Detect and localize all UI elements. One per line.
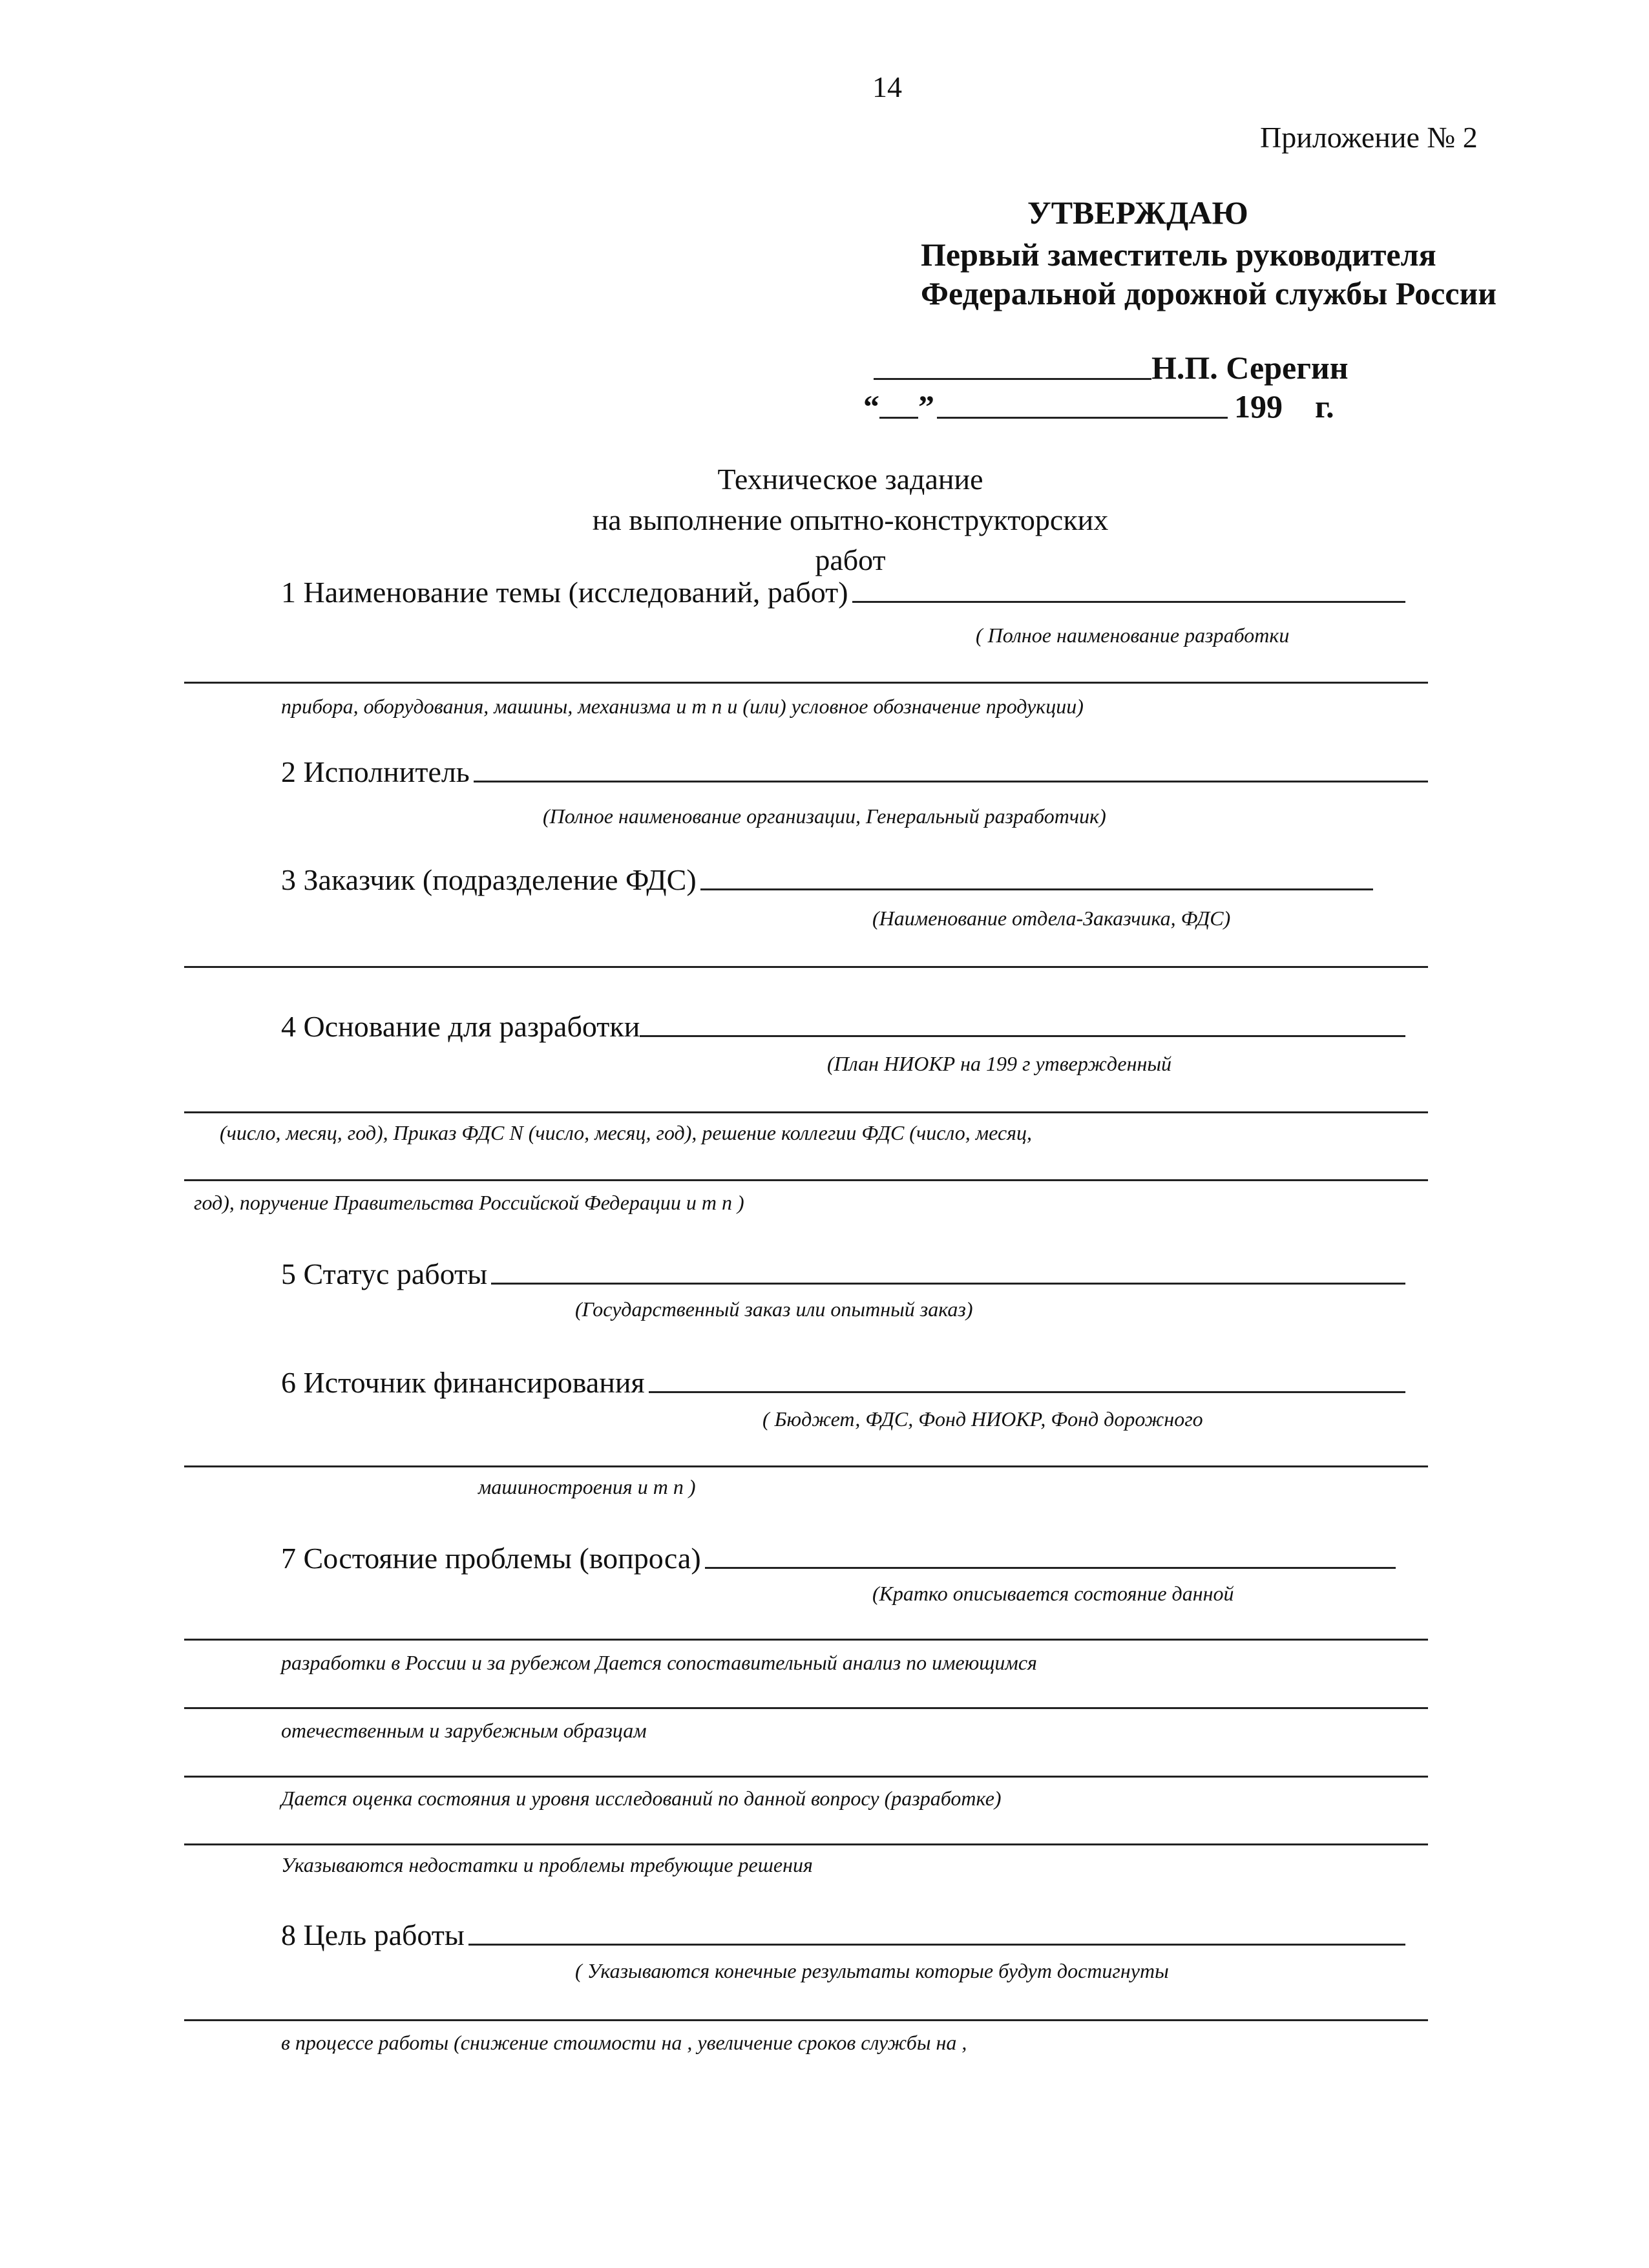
signature-blank xyxy=(874,378,1151,380)
approval-position-line1: Первый заместитель руководителя xyxy=(921,236,1436,273)
section-4-row xyxy=(281,1009,1405,1044)
section-1-input-line[interactable] xyxy=(852,601,1405,603)
section-7-input-line[interactable] xyxy=(705,1567,1396,1569)
date-open-quote: “ xyxy=(863,388,879,425)
section-8-input-line[interactable] xyxy=(468,1944,1405,1946)
section-4-line2[interactable] xyxy=(184,1111,1428,1113)
section-3-row xyxy=(281,863,1373,897)
section-4-label: 4 Основание для разработки xyxy=(281,1010,640,1043)
section-7-line2[interactable] xyxy=(184,1639,1428,1641)
section-2-input-line[interactable] xyxy=(474,781,1428,782)
section-5-label: 5 Статус работы xyxy=(281,1257,488,1290)
signature-line xyxy=(874,349,1378,386)
section-8-line2[interactable] xyxy=(184,2019,1428,2021)
section-5-hint1: (Государственный заказ или опытный заказ) xyxy=(575,1297,973,1321)
section-1-hint2: прибора, оборудования, машины, механизма и т п и (или) условное обозначение продукции) xyxy=(281,695,1084,718)
section-7-hint1: (Кратко описывается состояние данной xyxy=(872,1582,1234,1605)
section-6-label: 6 Источник финансирования xyxy=(281,1366,645,1399)
section-5-input-line[interactable] xyxy=(491,1283,1405,1285)
section-7-hint2: разработки в России и за рубежом Дается сопоставительный анализ по имеющимся xyxy=(281,1651,1037,1674)
section-1-label: 1 Наименование темы (исследований, работ) xyxy=(281,576,848,609)
section-7-line5[interactable] xyxy=(184,1843,1428,1845)
section-3-hint1: (Наименование отдела-Заказчика, ФДС) xyxy=(872,907,1231,930)
year-suffix: г. xyxy=(1315,388,1334,425)
section-2-label: 2 Исполнитель xyxy=(281,755,470,788)
approval-date-line xyxy=(863,388,1380,425)
section-1-row xyxy=(281,575,1405,609)
section-6-line2[interactable] xyxy=(184,1465,1428,1467)
section-4-hint1: (План НИОКР на 199 г утвержденный xyxy=(827,1052,1172,1075)
section-6-hint2: машиностроения и т п ) xyxy=(478,1475,696,1498)
section-2-row xyxy=(281,755,1428,789)
month-blank xyxy=(937,417,1228,419)
section-8-label: 8 Цель работы xyxy=(281,1918,465,1951)
signatory-name: Н.П. Серегин xyxy=(1151,350,1349,386)
section-1-hint1: ( Полное наименование разработки xyxy=(976,624,1290,647)
section-3-line2[interactable] xyxy=(184,966,1428,968)
section-4-hint2: (число, месяц, год), Приказ ФДС N (число, месяц, год), решение коллегии ФДС (число, месяц, xyxy=(220,1121,1033,1144)
appendix-label: Приложение № 2 xyxy=(1260,121,1478,154)
section-3-input-line[interactable] xyxy=(700,888,1373,890)
section-1-line2[interactable] xyxy=(184,682,1428,684)
section-7-hint3: отечественным и зарубежным образцам xyxy=(281,1719,647,1742)
section-8-hint2: в процессе работы (снижение стоимости на , увеличение сроков службы на , xyxy=(281,2031,967,2054)
approval-position-line2: Федеральной дорожной службы России xyxy=(921,275,1497,311)
section-4-line3[interactable] xyxy=(184,1179,1428,1181)
section-7-label: 7 Состояние проблемы (вопроса) xyxy=(281,1542,701,1575)
doc-title-line1: Техническое задание xyxy=(717,463,983,496)
section-6-row xyxy=(281,1365,1405,1400)
section-5-row xyxy=(281,1257,1405,1291)
section-7-row xyxy=(281,1541,1396,1575)
section-7-hint4: Дается оценка состояния и уровня исследований по данной вопросу (разработке) xyxy=(281,1787,1002,1810)
section-7-line3[interactable] xyxy=(184,1707,1428,1709)
approval-title: УТВЕРЖДАЮ xyxy=(1027,194,1248,231)
section-3-label: 3 Заказчик (подразделение ФДС) xyxy=(281,863,697,896)
section-6-input-line[interactable] xyxy=(649,1391,1405,1393)
section-4-input-line[interactable] xyxy=(640,1035,1405,1037)
section-4-hint3: год), поручение Правительства Российской Федерации и т п ) xyxy=(194,1191,744,1214)
section-7-line4[interactable] xyxy=(184,1776,1428,1778)
doc-title-line2: на выполнение опытно-конструкторских xyxy=(592,503,1109,536)
section-8-hint1: ( Указываются конечные результаты которые будут достигнуты xyxy=(575,1959,1169,1982)
doc-title-line3: работ xyxy=(815,543,886,576)
day-blank xyxy=(879,417,918,419)
section-2-hint1: (Полное наименование организации, Генеральный разработчик) xyxy=(543,804,1106,828)
section-6-hint1: ( Бюджет, ФДС, Фонд НИОКР, Фонд дорожного xyxy=(762,1407,1203,1431)
section-7-hint5: Указываются недостатки и проблемы требующие решения xyxy=(281,1853,813,1876)
approval-year: 199 xyxy=(1234,388,1283,425)
date-close-quote: ” xyxy=(918,388,934,425)
section-8-row xyxy=(281,1918,1405,1952)
page-number: 14 xyxy=(872,70,902,103)
